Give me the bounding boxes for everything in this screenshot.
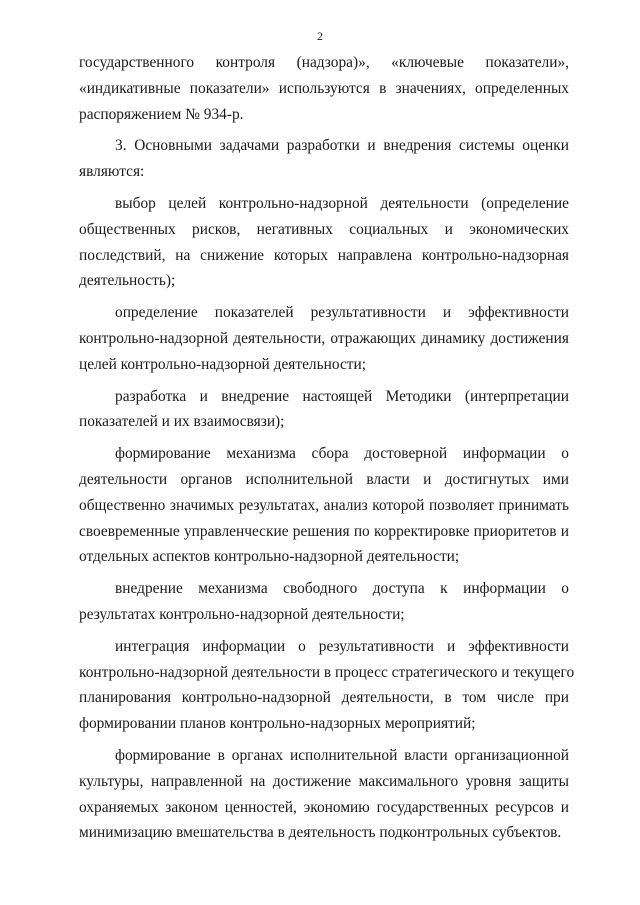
text-line: интеграция информации о результативности и эффективности [115, 637, 569, 655]
text-line: формирование в органах исполнительной власти организационной [115, 746, 569, 764]
text-line: общественных рисков, негативных социальных и экономических [79, 220, 569, 238]
paragraph [79, 743, 569, 846]
page-number: 2 [317, 29, 323, 43]
document-body [79, 50, 575, 846]
paragraph [79, 576, 569, 628]
text-line: распоряжением № 934-р. [79, 105, 244, 123]
text-line: результатах контрольно-надзорной деятельности; [79, 605, 405, 623]
paragraph [79, 191, 569, 294]
text-line: охраняемых законом ценностей, экономию государственных ресурсов и [79, 798, 569, 816]
text-line: целей контрольно-надзорной деятельности; [79, 355, 367, 373]
text-line: контрольно-надзорной деятельности, отражающих динамику достижения [79, 329, 569, 347]
text-line: выбор целей контрольно-надзорной деятельности (определение [115, 194, 569, 212]
text-line: 3. Основными задачами разработки и внедрения системы оценки [115, 137, 569, 155]
text-line: отдельных аспектов контрольно-надзорной деятельности; [79, 548, 460, 566]
text-line: последствий, на снижение которых направлена контрольно-надзорная [79, 246, 569, 264]
text-line: деятельность); [79, 272, 176, 290]
paragraph [79, 133, 569, 185]
text-line: формировании планов контрольно-надзорных мероприятий; [79, 715, 476, 733]
paragraph [79, 634, 575, 737]
text-line: государственного контроля (надзора)», «ключевые показатели», [79, 54, 569, 71]
paragraph [79, 441, 569, 570]
paragraph [79, 300, 569, 377]
text-line: культуры, направленной на достижение максимального уровня защиты [79, 772, 569, 790]
text-line: внедрение механизма свободного доступа к информации о [115, 580, 569, 598]
text-line: формирование механизма сбора достоверной информации о [115, 445, 569, 463]
text-line: минимизацию вмешательства в деятельность подконтрольных субъектов. [79, 824, 562, 842]
text-line: общественно значимых результатах, анализ которой позволяет принимать [79, 496, 569, 514]
text-line: определение показателей результативности и эффективности [115, 304, 569, 322]
text-line: деятельности органов исполнительной власти и достигнутых ими [79, 470, 569, 488]
text-line: являются: [79, 163, 145, 181]
paragraph [79, 384, 569, 436]
text-line: разработка и внедрение настоящей Методики (интерпретации [115, 387, 569, 405]
text-line: планирования контрольно-надзорной деятельности, в том числе при [79, 689, 569, 707]
text-line: контрольно-надзорной деятельности в процесс стратегического и текущего [79, 663, 575, 681]
text-line: показателей и их взаимосвязи); [79, 413, 285, 431]
paragraph [79, 50, 569, 127]
text-line: «индикативные показатели» используются в значениях, определенных [79, 79, 569, 97]
text-line: своевременные управленческие решения по корректировке приоритетов и [79, 522, 569, 540]
